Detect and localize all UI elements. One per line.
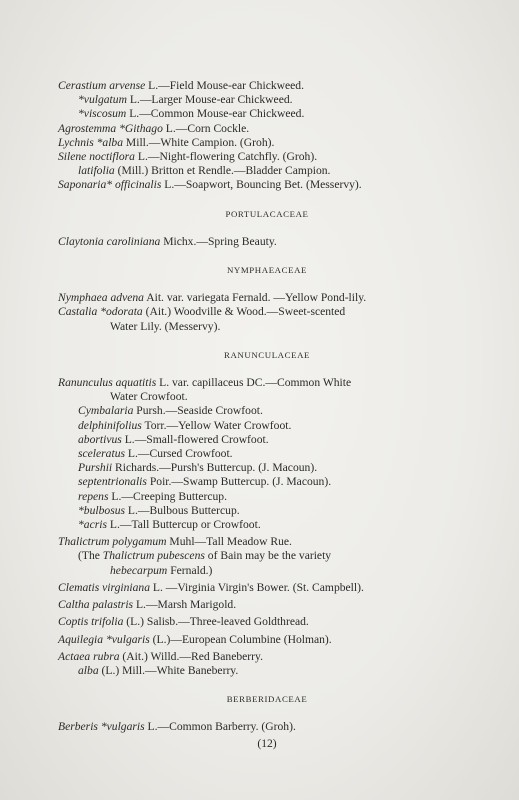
entry-coptis: Coptis trifolia (L.) Salisb.—Three-leaved Goldthread. bbox=[58, 615, 309, 629]
entry-ranunculus-septentrionalis: septentrionalis Poir.—Swamp Buttercup. (J. Macoun). bbox=[78, 475, 332, 489]
entry-ranunculus-repens: repens L.—Creeping Buttercup. bbox=[78, 489, 227, 503]
entry-ranunculus-purshii: Purshii Richards.—Pursh's Buttercup. (J. Macoun). bbox=[78, 461, 318, 475]
entry-agrostemma: Agrostemma *Githago L.—Corn Cockle. bbox=[58, 121, 250, 135]
entry-nymphaea: Nymphaea advena Ait. var. variegata Fernald. —Yellow Pond-lily. bbox=[58, 291, 367, 305]
entry-claytonia: Claytonia caroliniana Michx.—Spring Beauty. bbox=[58, 234, 277, 248]
entry-actaea-rubra: Actaea rubra (Ait.) Willd.—Red Baneberry. bbox=[58, 649, 263, 663]
heading-nymphaeaceae: NYMPHAEACEAE bbox=[226, 265, 308, 276]
entry-thalictrum-note-cont: hebecarpum Fernald.) bbox=[110, 563, 213, 577]
entry-berberis: Berberis *vulgaris L.—Common Barberry. (Groh). bbox=[58, 720, 296, 734]
entry-ranunculus-abortivus: abortivus L.—Small-flowered Crowfoot. bbox=[78, 432, 269, 446]
entry-silene-noctiflora: Silene noctiflora L.—Night-flowering Catchfly. (Groh). bbox=[58, 150, 318, 164]
entry-lychnis: Lychnis *alba Mill.—White Campion. (Groh). bbox=[58, 135, 275, 149]
entry-castalia-cont: Water Lily. (Messervy). bbox=[110, 319, 221, 333]
entry-actaea-alba: alba (L.) Mill.—White Baneberry. bbox=[78, 663, 239, 677]
entry-thalictrum: Thalictrum polygamum Muhl—Tall Meadow Rue. bbox=[58, 535, 292, 549]
entry-cerastium-viscosum: *viscosum L.—Common Mouse-ear Chickweed. bbox=[78, 107, 305, 121]
heading-ranunculaceae: RANUNCULACEAE bbox=[224, 349, 310, 360]
entry-ranunculus-acris: *acris L.—Tall Buttercup or Crowfoot. bbox=[78, 518, 261, 532]
entry-ranunculus-delphinifolius: delphinifolius Torr.—Yellow Water Crowfoot. bbox=[78, 418, 292, 432]
entry-cerastium-vulgatum: *vulgatum L.—Larger Mouse-ear Chickweed. bbox=[78, 93, 293, 107]
entry-thalictrum-note: (The Thalictrum pubescens of Bain may be the variety bbox=[78, 549, 332, 563]
entry-castalia: Castalia *odorata (Ait.) Woodville & Wood.—Sweet-scented bbox=[58, 305, 346, 319]
entry-aquilegia: Aquilegia *vulgaris (L.)—European Columbine (Holman). bbox=[58, 632, 332, 646]
entry-saponaria: Saponaria* officinalis L.—Soapwort, Bouncing Bet. (Messervy). bbox=[58, 178, 362, 192]
page-text bbox=[58, 79, 476, 751]
entry-ranunculus-aquatilis-cont: Water Crowfoot. bbox=[110, 390, 188, 404]
entry-ranunculus-aquatilis: Ranunculus aquatitis L. var. capillaceus DC.—Common White bbox=[58, 376, 352, 390]
page-number: (12) bbox=[257, 736, 277, 750]
entry-silene-latifolia: latifolia (Mill.) Britton et Rendle.—Bladder Campion. bbox=[78, 164, 331, 178]
entry-clematis: Clematis virginiana L. —Virginia Virgin's Bower. (St. Campbell). bbox=[58, 580, 364, 594]
heading-portulacaceae: PORTULACACEAE bbox=[225, 208, 309, 219]
entry-ranunculus-cymbalaria: Cymbalaria Pursh.—Seaside Crowfoot. bbox=[78, 404, 263, 418]
heading-berberidaceae: BERBERIDACEAE bbox=[226, 694, 308, 705]
entry-caltha: Caltha palastris L.—Marsh Marigold. bbox=[58, 598, 237, 612]
entry-ranunculus-bulbosus: *bulbosus L.—Bulbous Buttercup. bbox=[78, 503, 240, 517]
entry-cerastium-arvense: Cerastium arvense L.—Field Mouse-ear Chickweed. bbox=[58, 79, 304, 92]
entry-ranunculus-sceleratus: sceleratus L.—Cursed Crowfoot. bbox=[78, 447, 233, 461]
